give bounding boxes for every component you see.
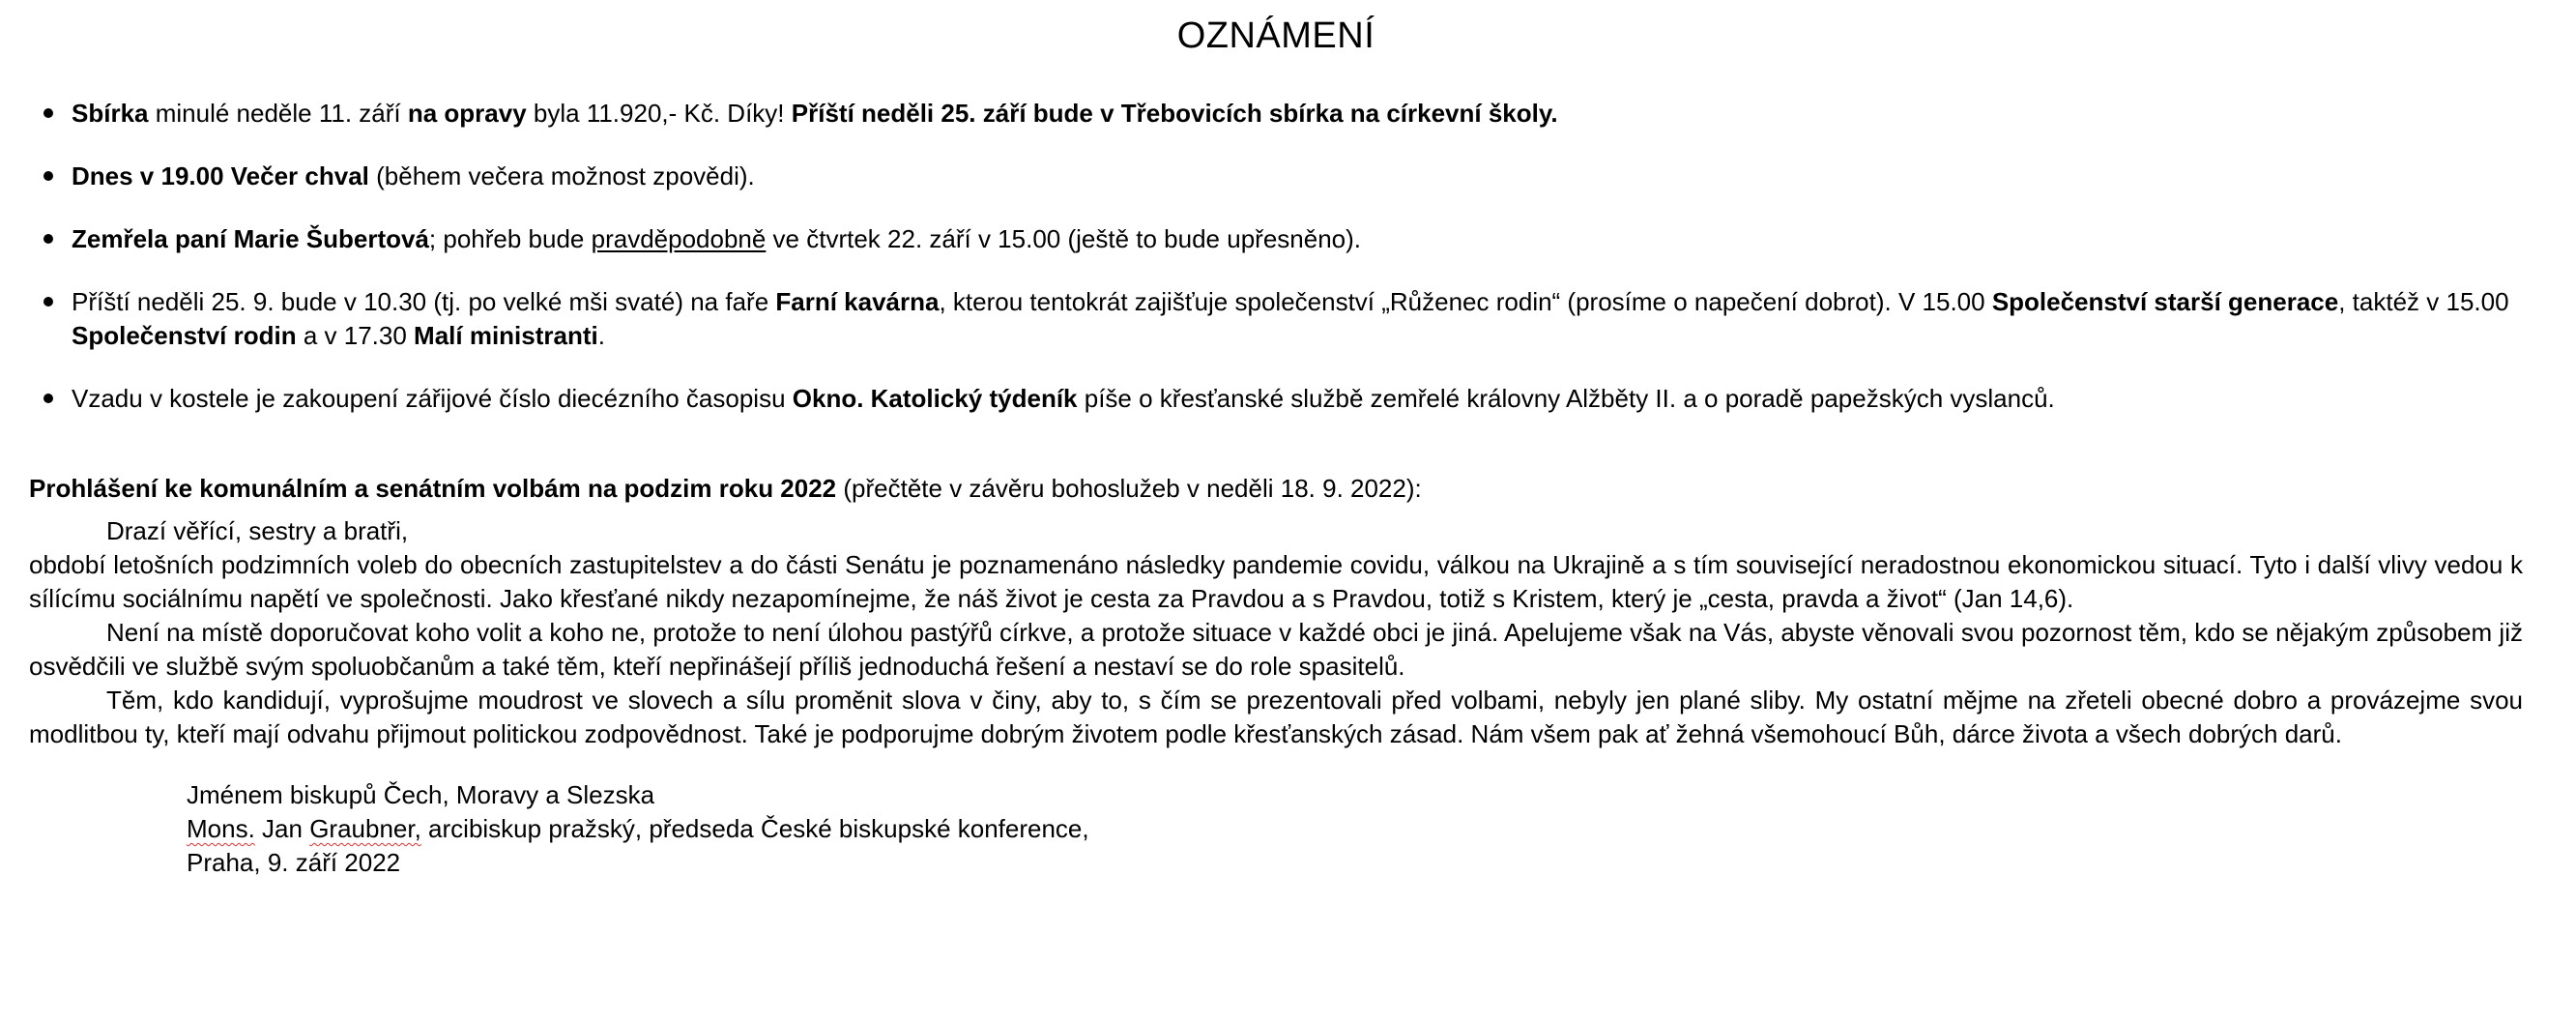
- statement-paragraph: [29, 514, 2523, 548]
- text-run: Prohlášení ke komunálním a senátním volbám na podzim roku 2022: [29, 474, 837, 503]
- text-run: Farní kavárna: [775, 287, 940, 316]
- announcement-item: [29, 222, 2523, 256]
- text-run: Jan: [254, 814, 310, 843]
- text-run: Zemřela paní Marie Šubertová: [72, 224, 429, 253]
- announcement-item: [29, 160, 2523, 193]
- text-run: Sbírka: [72, 99, 149, 128]
- text-run: Těm, kdo kandidují, vyprošujme moudrost ve slovech a sílu proměnit slova v činy, aby to, s čím se prezentovali před volbami, nebyly jen plané sliby. My ostatní mějme na zřeteli obecné dobro a provázejme svou modlitbou ty, kteří mají odvahu přijmout politickou zodpovědnost. Také je podporujme dobrým životem podle křesťanských zásad. Nám všem pak ať žehná všemohoucí Bůh, dárce života a všech dobrých darů.: [29, 686, 2523, 748]
- text-run: období letošních podzimních voleb do obecních zastupitelstev a do části Senátu je poznamenáno následky pandemie covidu, válkou na Ukrajině a s tím související neradostnou ekonomickou situací. Tyto i další vlivy vedou k sílícímu sociálnímu napětí ve společnosti. Jako křesťané nikdy nezapomínejme, že náš život je cesta za Pravdou a s Pravdou, totiž s Kristem, který je „cesta, pravda a život“ (Jan 14,6).: [29, 550, 2523, 613]
- signature-line: [187, 846, 2523, 880]
- text-run: Malí ministranti: [414, 321, 598, 350]
- text-run: minulé neděle 11. září: [148, 99, 408, 128]
- page-title: OZNÁMENÍ: [1176, 15, 1375, 56]
- text-run: Není na místě doporučovat koho volit a koho ne, protože to není úlohou pastýřů církve, a protože situace v každé obci je jiná. Apelujeme však na Vás, abyste věnovali svou pozornost těm, kdo se nějakým způsobem již osvědčili ve službě svým spoluobčanům a také těm, kteří nepřinášejí příliš jednoduchá řešení a nestaví se do role spasitelů.: [29, 618, 2523, 681]
- misspelled-word: Graubner,: [309, 814, 421, 843]
- text-run: a v 17.30: [296, 321, 415, 350]
- text-run: Jménem biskupů Čech, Moravy a Slezska: [187, 780, 655, 809]
- text-run: Příští neděli 25. 9. bude v 10.30 (tj. po velké mši svaté) na faře: [72, 287, 776, 316]
- misspelled-word: Mons.: [187, 814, 255, 843]
- text-run: Dnes v 19.00 Večer chval: [72, 161, 369, 190]
- statement-heading: [29, 472, 2523, 506]
- signature-line: [187, 778, 2523, 812]
- announcement-item: [29, 97, 2523, 131]
- text-run: na opravy: [407, 99, 527, 128]
- text-run: Společenství rodin: [72, 321, 297, 350]
- text-run: Společenství starší generace: [1991, 287, 2339, 316]
- text-run: Praha, 9. září 2022: [187, 848, 401, 877]
- text-run: (během večera možnost zpovědi).: [368, 161, 755, 190]
- text-run: pravděpodobně: [591, 224, 767, 253]
- text-run: ve čtvrtek 22. září v 15.00 (ještě to bude upřesněno).: [766, 224, 1361, 253]
- statement-paragraph: [29, 684, 2523, 751]
- text-run: , taktéž v 15.00: [2338, 287, 2509, 316]
- text-run: Drazí věřící, sestry a bratři,: [106, 516, 409, 545]
- statement-paragraph: [29, 616, 2523, 684]
- text-run: píše o křesťanské službě zemřelé královny Alžběty II. a o poradě papežských vyslanců.: [1077, 384, 2055, 413]
- announcement-list: [29, 97, 2523, 416]
- text-run: arcibiskup pražský, předseda České biskupské konference,: [420, 814, 1089, 843]
- text-run: Okno. Katolický týdeník: [792, 384, 1078, 413]
- text-run: .: [597, 321, 605, 350]
- signature-block: [187, 778, 2523, 880]
- text-run: Příští neděli 25. září bude v Třebovicích sbírka na církevní školy.: [791, 99, 1558, 128]
- signature-line: [187, 812, 2523, 846]
- text-run: , kterou tentokrát zajišťuje společenství „Růženec rodin“ (prosíme o napečení dobrot). V 15.00: [939, 287, 1992, 316]
- announcement-item: [29, 382, 2523, 416]
- announcement-item: [29, 285, 2523, 353]
- text-run: ; pohřeb bude: [428, 224, 592, 253]
- text-run: byla 11.920,- Kč. Díky!: [526, 99, 792, 128]
- text-run: (přečtěte v závěru bohoslužeb v neděli 18. 9. 2022):: [836, 474, 1422, 503]
- statement-paragraph: [29, 548, 2523, 616]
- statement-body: [29, 514, 2523, 751]
- statement-section: [29, 472, 2523, 880]
- text-run: Vzadu v kostele je zakoupení zářijové číslo diecézního časopisu: [72, 384, 793, 413]
